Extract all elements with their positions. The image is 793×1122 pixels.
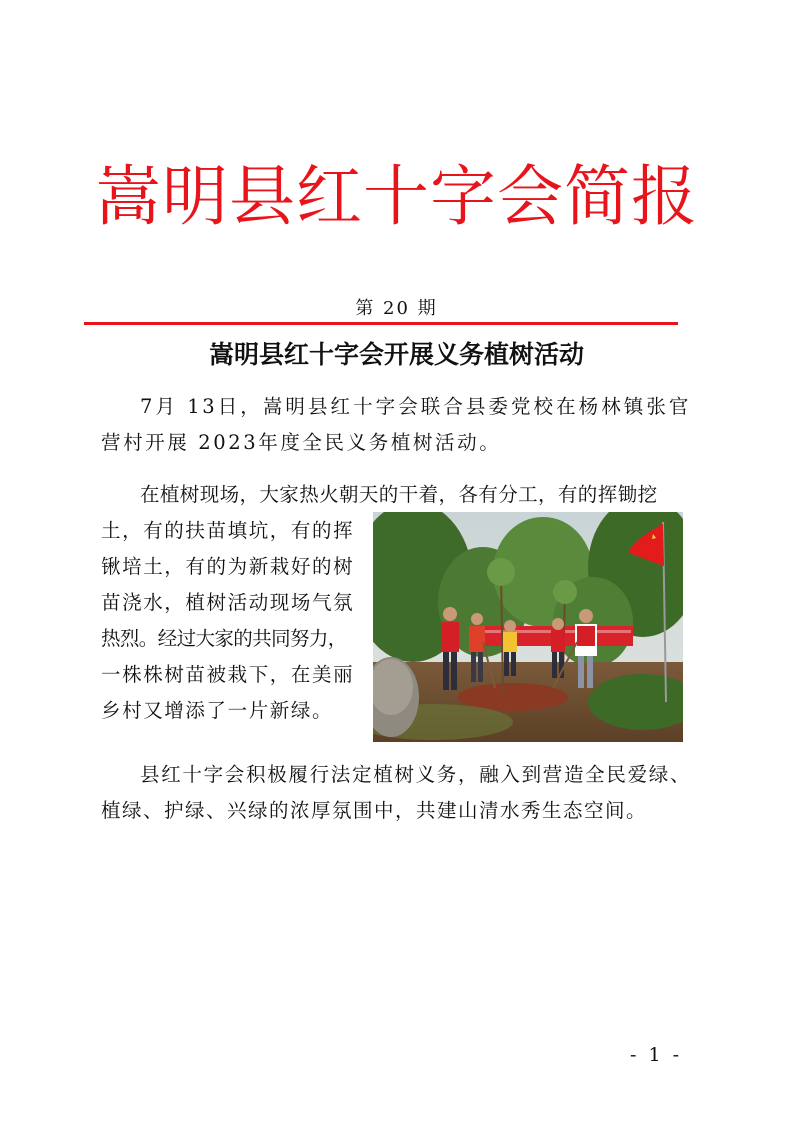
paragraph-2-first-line: 在植树现场，大家热火朝天的干着，各有分工，有的挥锄挖 — [140, 483, 658, 506]
tree-planting-photo — [373, 512, 683, 742]
masthead-title: 嵩明县红十字会简报 — [95, 158, 698, 235]
wrapped-line: 乡村又增添了一片新绿。 — [101, 699, 334, 722]
paragraph-3: 县红十字会积极履行法定植树义务，融入到营造全民爱绿、植绿、护绿、兴绿的浓厚氛围中，共建山清水秀生态空间。 — [101, 763, 691, 822]
page-number: - 1 - — [630, 1044, 683, 1066]
wrapped-line: 热烈。经过大家的共同努力， — [101, 627, 347, 650]
wrapped-line: 锹培土，有的为新栽好的树 — [101, 555, 355, 578]
paragraph-2-wrapped — [101, 513, 363, 729]
paragraph-1: 7月 13日，嵩明县红十字会联合县委党校在杨林镇张官营村开展 2023年度全民义务植树活动。 — [101, 395, 691, 454]
photo-illustration — [373, 512, 683, 742]
issue-number: 第 20 期 — [355, 298, 438, 319]
wrapped-line: 苗浇水，植树活动现场气氛 — [101, 591, 355, 614]
wrapped-line: 土，有的扶苗填坑，有的挥 — [101, 519, 355, 542]
article-headline: 嵩明县红十字会开展义务植树活动 — [208, 340, 584, 369]
red-divider-line — [84, 322, 678, 325]
wrapped-line: 一株株树苗被栽下，在美丽 — [101, 663, 355, 686]
